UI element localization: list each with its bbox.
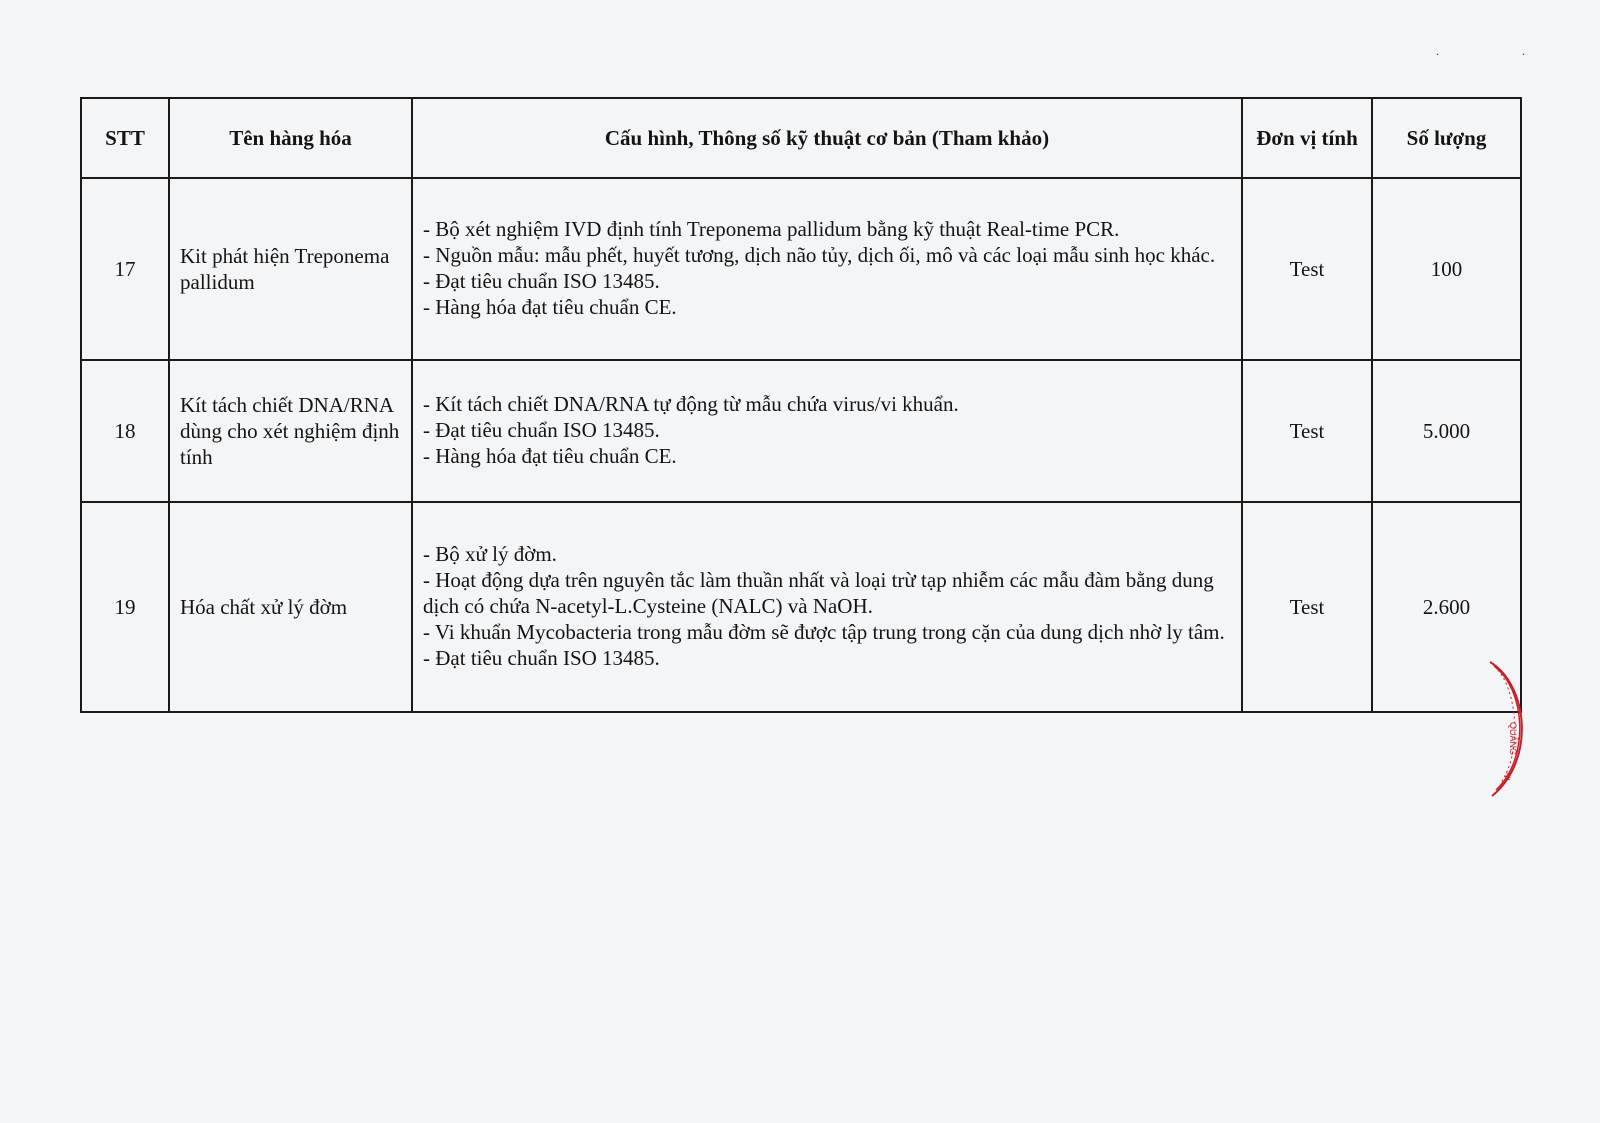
- cell-qty: 100: [1372, 178, 1521, 360]
- cell-name: Kit phát hiện Treponema pallidum: [169, 178, 412, 360]
- cell-stt: 18: [81, 360, 169, 502]
- table-row: [81, 360, 1521, 502]
- cell-stt: 19: [81, 502, 169, 712]
- header-spec: Cấu hình, Thông số kỹ thuật cơ bản (Tham khảo): [412, 98, 1242, 178]
- cell-spec: [412, 360, 1242, 502]
- svg-text:QUẢNG: QUẢNG: [1508, 722, 1518, 756]
- spec-line: - Bộ xét nghiệm IVD định tính Treponema pallidum bằng kỹ thuật Real-time PCR.: [423, 217, 1120, 241]
- spec-line: - Đạt tiêu chuẩn ISO 13485.: [423, 418, 660, 442]
- spec-line: - Nguồn mẫu: mẫu phết, huyết tương, dịch não tủy, dịch ối, mô và các loại mẫu sinh học khác.: [423, 243, 1216, 267]
- scan-marks: . .: [1436, 44, 1565, 58]
- goods-table-container: [80, 97, 1520, 713]
- goods-table: [80, 97, 1522, 713]
- cell-name: Kít tách chiết DNA/RNA dùng cho xét nghiệm định tính: [169, 360, 412, 502]
- header-qty: Số lượng: [1372, 98, 1521, 178]
- table-header-row: [81, 98, 1521, 178]
- cell-unit: Test: [1242, 360, 1372, 502]
- cell-unit: Test: [1242, 502, 1372, 712]
- header-unit: Đơn vị tính: [1242, 98, 1372, 178]
- spec-line: - Kít tách chiết DNA/RNA tự động từ mẫu chứa virus/vi khuẩn.: [423, 392, 959, 416]
- cell-spec: [412, 178, 1242, 360]
- spec-line: - Hàng hóa đạt tiêu chuẩn CE.: [423, 444, 677, 468]
- spec-line: - Bộ xử lý đờm.: [423, 542, 557, 566]
- header-stt: STT: [81, 98, 169, 178]
- cell-spec: [412, 502, 1242, 712]
- cell-qty: 5.000: [1372, 360, 1521, 502]
- spec-line: - Vi khuẩn Mycobacteria trong mẫu đờm sẽ được tập trung trong cặn của dung dịch nhờ ly tâm.: [423, 620, 1225, 644]
- table-row: [81, 502, 1521, 712]
- cell-qty: 2.600: [1372, 502, 1521, 712]
- red-seal-stamp: [1488, 660, 1532, 800]
- header-name: Tên hàng hóa: [169, 98, 412, 178]
- cell-stt: 17: [81, 178, 169, 360]
- spec-line: - Hàng hóa đạt tiêu chuẩn CE.: [423, 295, 677, 319]
- table-row: [81, 178, 1521, 360]
- cell-unit: Test: [1242, 178, 1372, 360]
- spec-line: - Hoạt động dựa trên nguyên tắc làm thuần nhất và loại trừ tạp nhiễm các mẫu đàm bằng dung dịch có chứa N-acetyl-L.Cysteine (NALC) và NaOH.: [423, 568, 1214, 618]
- svg-text:NI: NI: [1502, 771, 1513, 782]
- spec-line: - Đạt tiêu chuẩn ISO 13485.: [423, 269, 660, 293]
- cell-name: Hóa chất xử lý đờm: [169, 502, 412, 712]
- spec-line: - Đạt tiêu chuẩn ISO 13485.: [423, 646, 660, 670]
